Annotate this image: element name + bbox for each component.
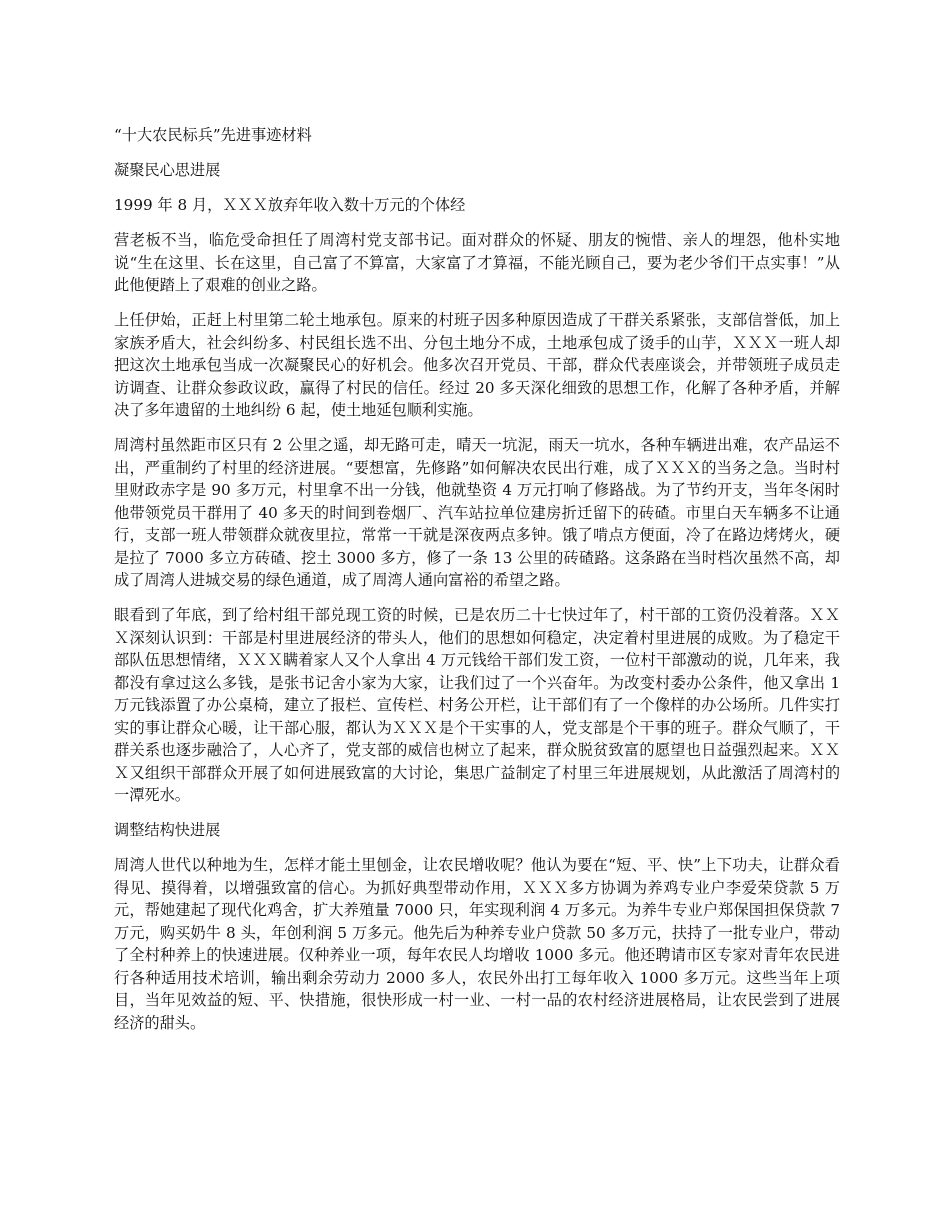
paragraph: 1999 年 8 月，ＸＸＸ放弃年收入数十万元的个体经 (114, 196, 466, 214)
paragraph: 营老板不当，临危受命担任了周湾村党支部书记。面对群众的怀疑、朋友的惋惜、亲人的埋怨，他朴实地说“生在这里、长在这里，自己富了不算富，大家富了才算福，不能光顾自己，要为老少爷们干点实事！”从此他便踏上了艰难的创业之路。 (114, 231, 840, 294)
paragraph: 眼看到了年底，到了给村组干部兑现工资的时候，已是农历二十七快过年了，村干部的工资仍没着落。ＸＸＸ深刻认识到：干部是村里进展经济的带头人，他们的思想如何稳定，决定着村里进展的成败。为了稳定干部队伍思想情绪，ＸＸＸ瞒着家人又个人拿出 4 万元钱给干部们发工资，一位村干部激动的说，几年来，我都没有拿过这么多钱，是张书记舍小家为大家，让我们过了一个兴奋年。为改变村委办公条件，他又拿出 1 万元钱添置了办公桌椅，建立了报栏、宣传栏、村务公开栏，让干部们有了一个像样的办公场所。几件实打实的事让群众心暖，让干部心服，都认为ＸＸＸ是个干实事的人，党支部是个干事的班子。群众气顺了，干群关系也逐步融洽了，人心齐了，党支部的威信也树立了起来，群众脱贫致富的愿望也日益强烈起来。ＸＸＸ又组织干部群众开展了如何进展致富的大讨论，集思广益制定了村里三年进展规划，从此激活了周湾村的一潭死水。 (114, 606, 840, 804)
paragraph: 周湾人世代以种地为生，怎样才能土里刨金，让农民增收呢？他认为要在“短、平、快”上下功夫，让群众看得见、摸得着，以增强致富的信心。为抓好典型带动作用，ＸＸＸ多方协调为养鸡专业户李爱荣贷款 5 万元，帮她建起了现代化鸡舍，扩大养殖量 7000 只，年实现利润 4 万多元。为养牛专业户郑保国担保贷款 7 万元，购买奶牛 8 头，年创利润 5 万多元。他先后为种养专业户贷款 50 多万元，扶持了一批专业户，带动了全村种养上的快速进展。仅种养业一项，每年农民人均增收 1000 多元。他还聘请市区专家对青年农民进行各种适用技术培训，输出剩余劳动力 2000 多人，农民外出打工每年收入 1000 多万元。这些当年上项目，当年见效益的短、平、快措施，很快形成一村一业、一村一品的农村经济进展格局，让农民尝到了进展经济的甜头。 (114, 856, 840, 1032)
section-heading-1: 凝聚民心思进展 (114, 161, 221, 179)
document-title: “十大农民标兵”先进事迹材料 (114, 126, 312, 144)
paragraph: 上任伊始，正赶上村里第二轮土地承包。原来的村班子因多种原因造成了干群关系紧张，支部信誉低，加上家族矛盾大，社会纠纷多、村民组长选不出、分包土地分不成，土地承包成了烫手的山芋，ＸＸＸ一班人却把这次土地承包当成一次凝聚民心的好机会。他多次召开党员、干部，群众代表座谈会，并带领班子成员走访调查、让群众参政议政，赢得了村民的信任。经过 20 多天深化细致的思想工作，化解了各种矛盾，并解决了多年遗留的土地纠纷 6 起，使土地延包顺利实施。 (114, 311, 840, 419)
document-body (114, 124, 840, 1047)
paragraph: 周湾村虽然距市区只有 2 公里之遥，却无路可走，晴天一坑泥，雨天一坑水，各种车辆进出难，农产品运不出，严重制约了村里的经济进展。“要想富，先修路”如何解决农民出行难，成了ＸＸＸ的当务之急。当时村里财政赤字是 90 多万元，村里拿不出一分钱，他就垫资 4 万元打响了修路战。为了节约开支，当年冬闲时他带领党员干群用了 40 多天的时间到卷烟厂、汽车站拉单位建房折迁留下的砖碴。市里白天车辆多不让通行，支部一班人带领群众就夜里拉，常常一干就是深夜两点多钟。饿了啃点方便面，冷了在路边烤烤火，硬是拉了 7000 多立方砖碴、挖土 3000 多方，修了一条 13 公里的砖碴路。这条路在当时档次虽然不高，却成了周湾人进城交易的绿色通道，成了周湾人通向富裕的希望之路。 (114, 436, 840, 589)
section-heading-2: 调整结构快进展 (114, 821, 221, 839)
